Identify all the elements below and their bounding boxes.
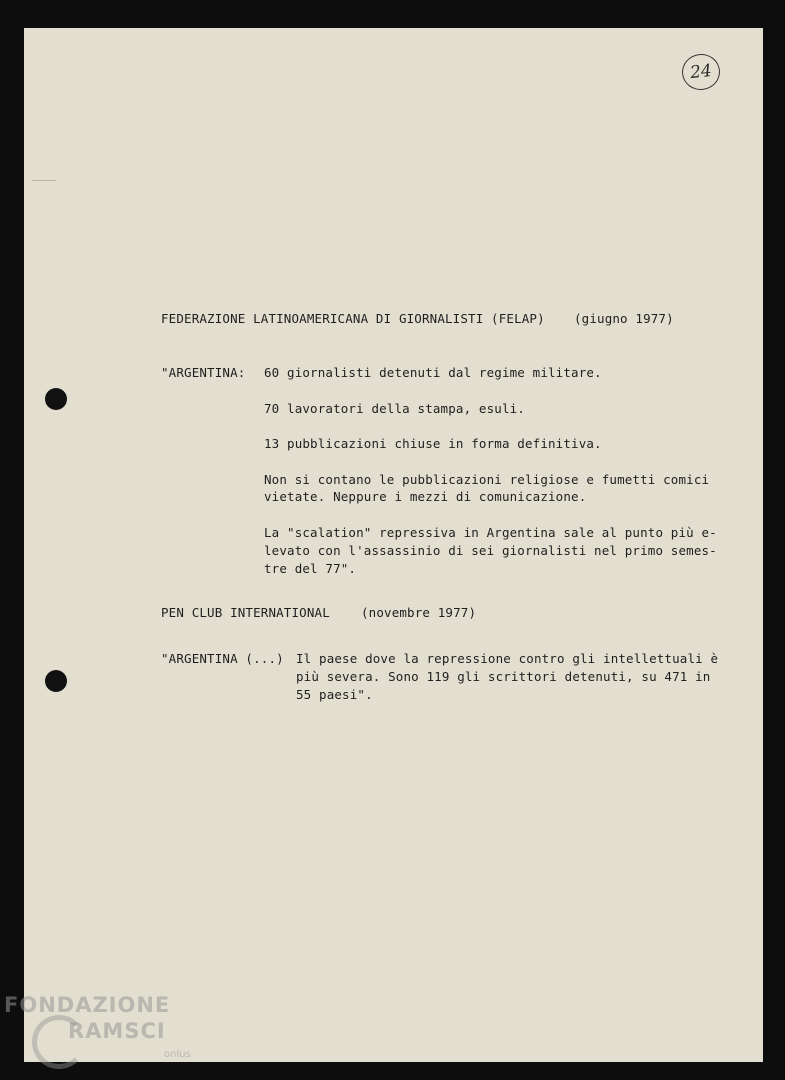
pen-quote-line: Il paese dove la repressione contro gli intellettuali è — [296, 651, 719, 666]
felap-paragraph-line: vietate. Neppure i mezzi di comunicazione. — [264, 489, 587, 504]
felap-item: 60 giornalisti detenuti dal regime militare. — [264, 365, 602, 380]
pen-quote-line: più severa. Sono 119 gli scrittori detenuti, su 471 in — [296, 669, 711, 684]
felap-paragraph-line: tre del 77". — [264, 561, 357, 576]
fondazione-gramsci-watermark — [4, 993, 204, 1073]
watermark-line: RAMSCI — [68, 1019, 166, 1043]
felap-quote-label: "ARGENTINA: — [161, 365, 246, 380]
felap-heading: FEDERAZIONE LATINOAMERICANA DI GIORNALISTI (FELAP) — [161, 311, 545, 326]
felap-item: 70 lavoratori della stampa, esuli. — [264, 401, 525, 416]
felap-date: (giugno 1977) — [574, 311, 674, 326]
pen-date: (novembre 1977) — [361, 605, 477, 620]
felap-paragraph-line: levato con l'assassinio di sei giornalisti nel primo semes- — [264, 543, 717, 558]
felap-paragraph-line: Non si contano le pubblicazioni religiose e fumetti comici — [264, 472, 710, 487]
watermark-line: FONDAZIONE — [4, 993, 171, 1017]
watermark-line: onlus — [164, 1049, 191, 1060]
pen-quote-line: 55 paesi". — [296, 687, 373, 702]
pen-heading: PEN CLUB INTERNATIONAL — [161, 605, 330, 620]
page-number-stamp: 24 — [680, 52, 722, 92]
punch-hole — [45, 670, 67, 692]
scan-artifact — [32, 180, 56, 181]
pen-quote-label: "ARGENTINA (...) — [161, 651, 284, 666]
felap-item: 13 pubblicazioni chiuse in forma definitiva. — [264, 436, 602, 451]
punch-hole — [45, 388, 67, 410]
felap-paragraph-line: La "scalation" repressiva in Argentina sale al punto più e- — [264, 525, 717, 540]
